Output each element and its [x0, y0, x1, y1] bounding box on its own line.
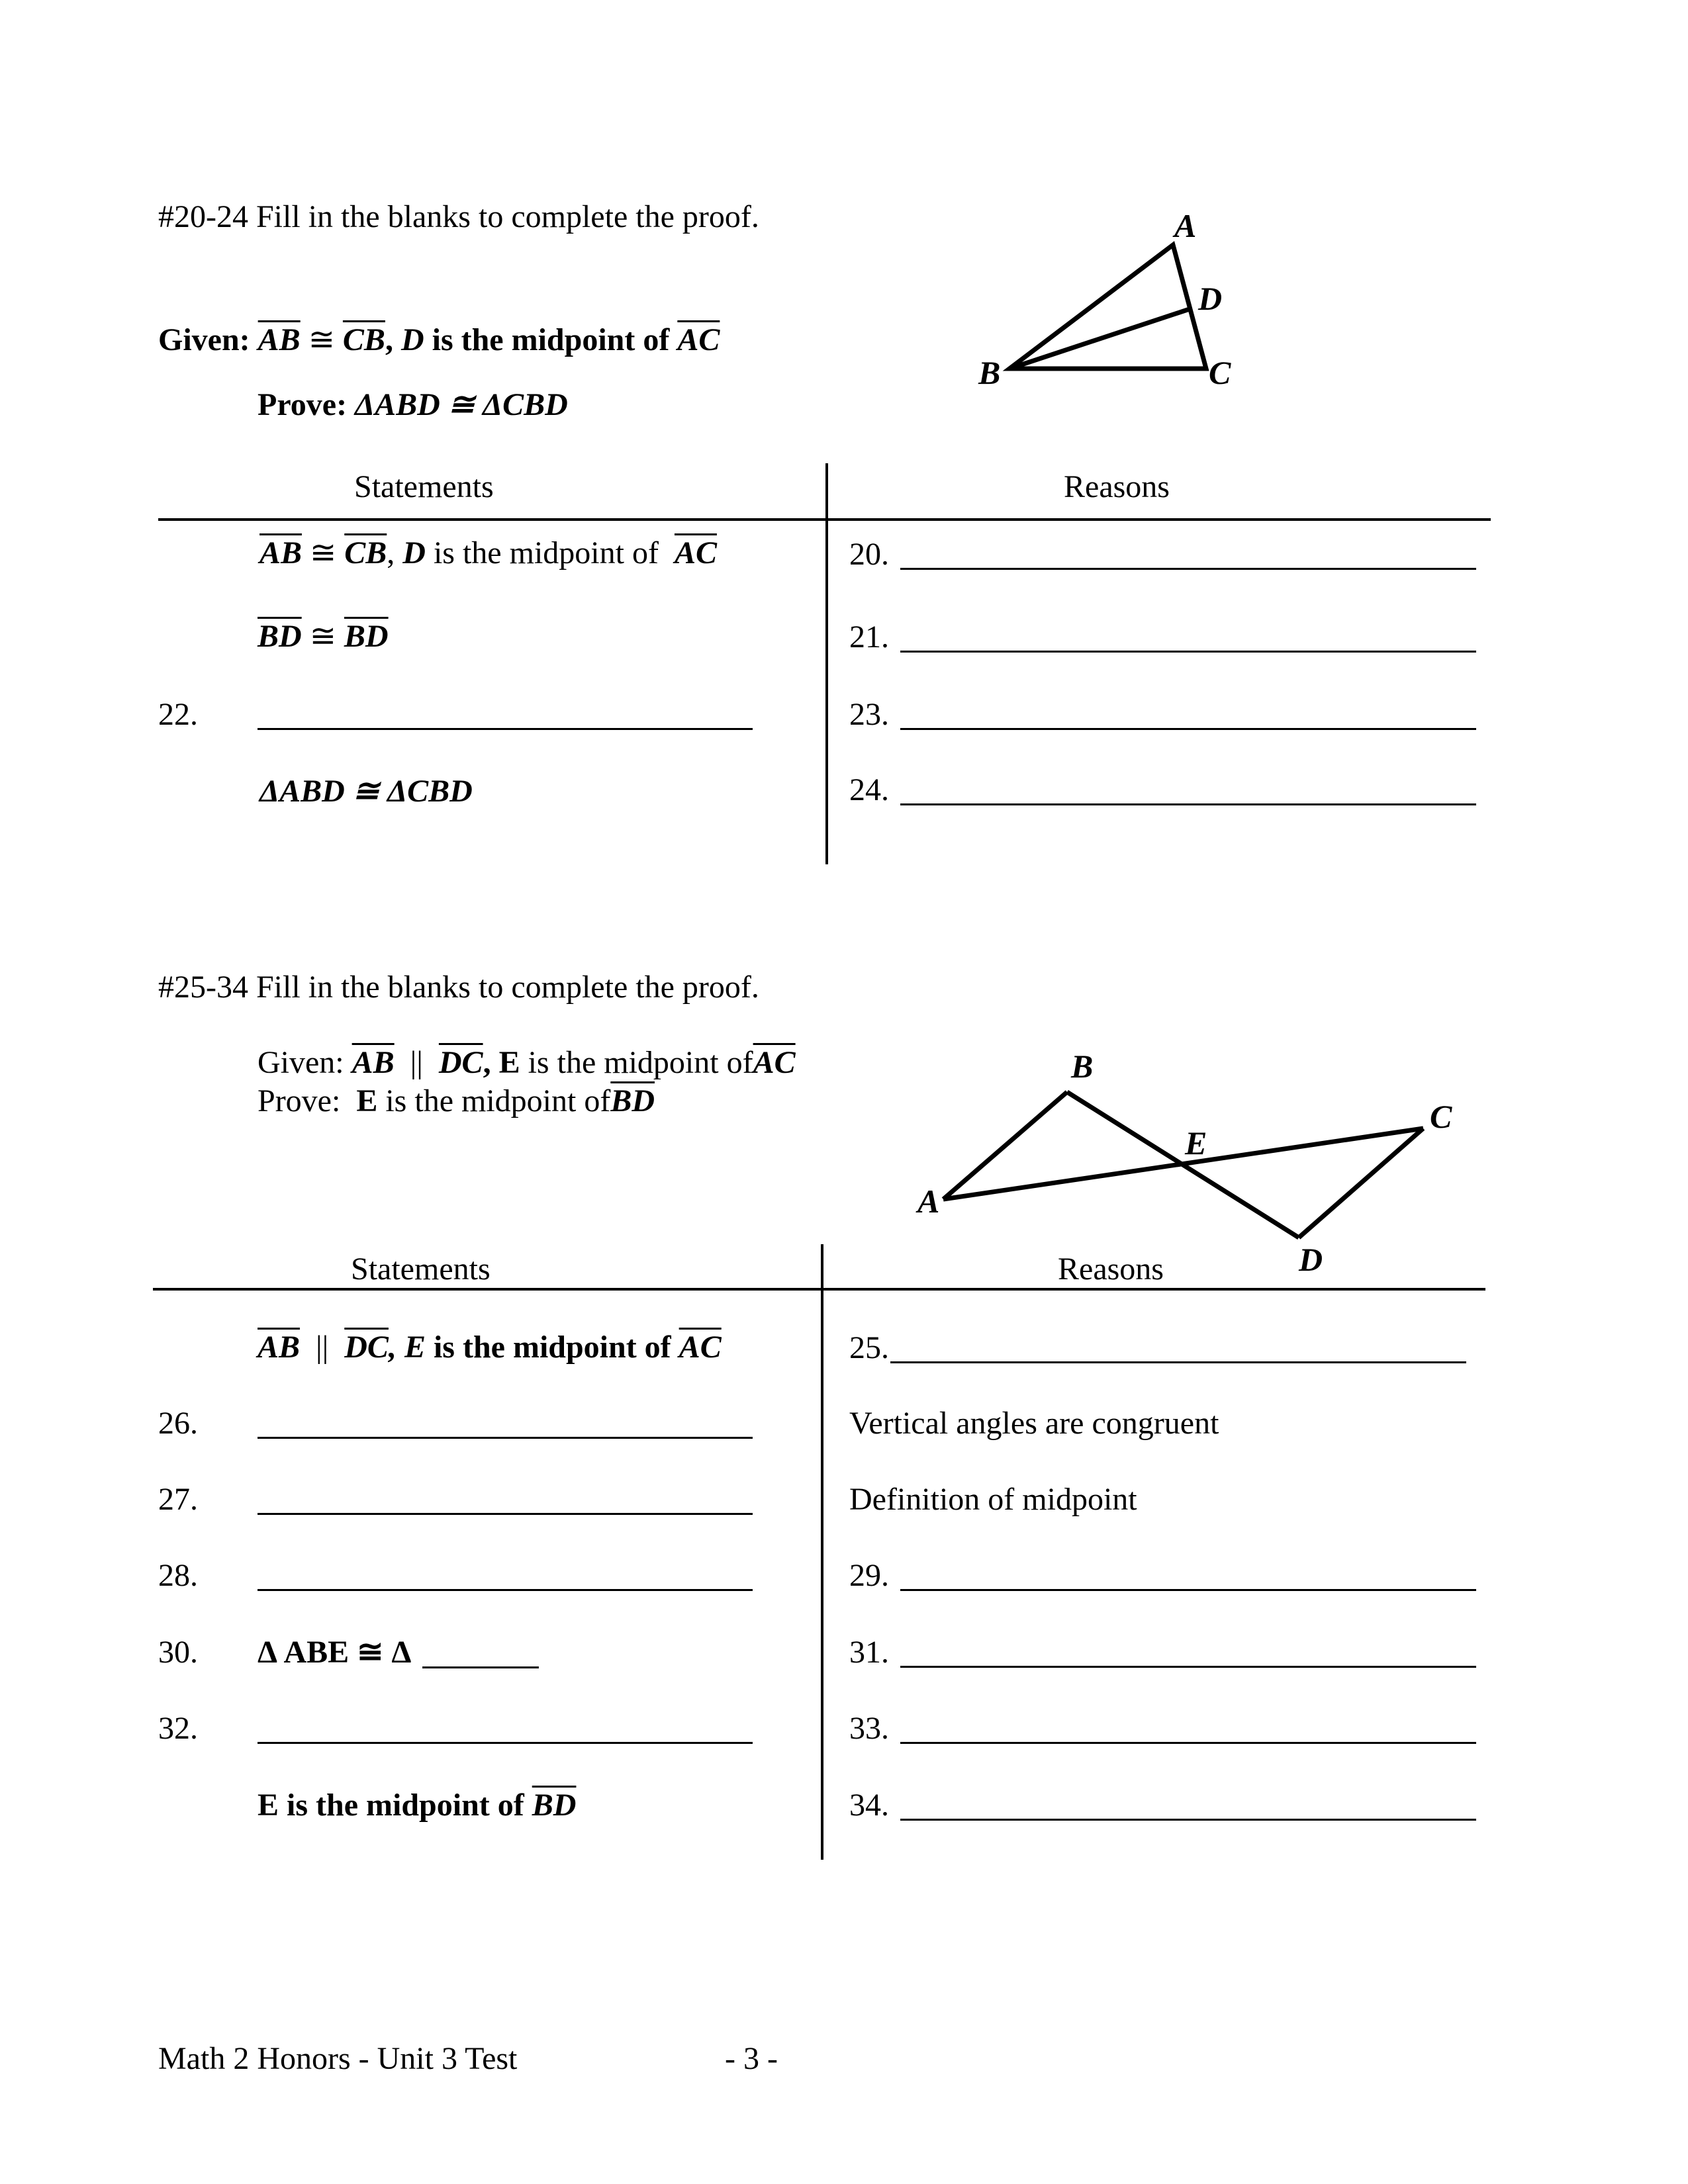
statement-26-blank[interactable]	[258, 1437, 753, 1439]
reason-number-23: 23.	[849, 697, 889, 732]
prove-point-e: E	[356, 1083, 378, 1118]
label-b: B	[1071, 1048, 1094, 1085]
given-label: Given:	[258, 1045, 352, 1080]
footer-page-number: - 3 -	[725, 2041, 778, 2076]
segment-bd: $\overline{BD}$	[532, 1788, 577, 1823]
given-segment-ab: $\overline{AB}$	[258, 322, 301, 357]
given-point-e: , E	[483, 1045, 520, 1080]
reason-number-31: 31.	[849, 1635, 889, 1670]
statements-header-1: Statements	[354, 469, 494, 504]
statement-number-27: 27.	[158, 1482, 198, 1517]
footer-course: Math 2 Honors - Unit 3 Test	[158, 2041, 518, 2076]
prove-label: Prove:	[258, 387, 348, 422]
label-c: C	[1209, 354, 1231, 391]
table2-divider	[821, 1244, 823, 1860]
point-d: D	[402, 535, 426, 570]
reason-number-33: 33.	[849, 1711, 889, 1746]
label-a: A	[917, 1183, 940, 1220]
reasons-header-2: Reasons	[1058, 1251, 1164, 1287]
table2-row1-statement	[258, 1332, 722, 1363]
given-segment-ac: $\overline{AC}$	[753, 1045, 796, 1080]
midpoint-text: is the midpoint of	[425, 535, 667, 570]
congruent-symbol: ≅	[300, 322, 343, 357]
statement-30-blank[interactable]	[422, 1666, 539, 1668]
reason-number-21: 21.	[849, 619, 889, 655]
reason-25-blank[interactable]	[890, 1361, 1466, 1363]
reason-number-24: 24.	[849, 772, 889, 807]
given-label: Given:	[158, 322, 250, 357]
statement-number-30: 30.	[158, 1635, 198, 1670]
prove-statement: ΔABD ≅ ΔCBD	[355, 387, 568, 422]
congruent-symbol: ≅	[301, 619, 344, 654]
segment-ab: $\overline{AB}$	[259, 535, 303, 570]
statement-number-28: 28.	[158, 1558, 198, 1593]
reason-33-blank[interactable]	[900, 1742, 1476, 1744]
prove-segment-bd: $\overline{BD}$	[610, 1083, 655, 1118]
given-comma: ,	[385, 322, 393, 357]
segment-bd: $\overline{BD}$	[344, 619, 389, 654]
label-a: A	[1174, 207, 1197, 244]
reason-number-29: 29.	[849, 1558, 889, 1593]
section2-instruction: #25-34 Fill in the blanks to complete the proof.	[158, 970, 759, 1005]
label-c: C	[1430, 1098, 1452, 1135]
given-segment-cb: $\overline{CB}$	[342, 322, 385, 357]
reason-number-20: 20.	[849, 537, 889, 572]
parallel-symbol: ||	[394, 1045, 439, 1080]
section1-instruction: #20-24 Fill in the blanks to complete the proof.	[158, 199, 759, 234]
reason-29-blank[interactable]	[900, 1589, 1476, 1591]
prove-text: is the midpoint of	[377, 1083, 611, 1118]
prove-label: Prove:	[258, 1083, 357, 1118]
label-b: B	[978, 354, 1001, 391]
table2-row7-statement	[258, 1790, 576, 1821]
reason-number-34: 34.	[849, 1788, 889, 1823]
statement-32-blank[interactable]	[258, 1742, 753, 1744]
reason-27-text: Definition of midpoint	[849, 1482, 1137, 1517]
segment-ac: $\overline{AC}$	[679, 1330, 722, 1365]
statement-number-26: 26.	[158, 1406, 198, 1441]
reason-number-25: 25.	[849, 1330, 889, 1365]
segment-cb: $\overline{CB}$	[344, 535, 387, 570]
table2-header-rule	[153, 1288, 1485, 1291]
reason-26-text: Vertical angles are congruent	[849, 1406, 1219, 1441]
segment-bd: $\overline{BD}$	[258, 619, 302, 654]
segment-ac: $\overline{AC}$	[674, 535, 717, 570]
given-segment-ab: $\overline{AB}$	[352, 1045, 395, 1080]
given-point-d: D	[393, 322, 424, 357]
segment-dc: $\overline{DC}$	[344, 1330, 389, 1365]
final-statement-text: E is the midpoint of	[258, 1788, 532, 1823]
statement-number-22: 22.	[158, 697, 198, 732]
table1-row4-statement: ΔABD ≅ ΔCBD	[259, 774, 473, 809]
statements-header-2: Statements	[351, 1251, 491, 1287]
reason-34-blank[interactable]	[900, 1819, 1476, 1821]
point-e: , E	[388, 1330, 426, 1365]
comma: ,	[387, 535, 403, 570]
statement-30-text: Δ ABE ≅ Δ	[258, 1635, 418, 1670]
label-d: D	[1299, 1241, 1323, 1278]
reasons-header-1: Reasons	[1064, 469, 1170, 504]
parallel-symbol: ||	[300, 1330, 345, 1365]
label-d: D	[1198, 280, 1223, 317]
statement-28-blank[interactable]	[258, 1589, 753, 1591]
given-text: is the midpoint of	[424, 322, 670, 357]
reason-31-blank[interactable]	[900, 1666, 1476, 1668]
given-segment-dc: $\overline{DC}$	[438, 1045, 483, 1080]
segment-ab: $\overline{AB}$	[258, 1330, 301, 1365]
given-segment-ac: $\overline{AC}$	[677, 322, 720, 357]
label-e: E	[1185, 1124, 1207, 1161]
given-text: is the midpoint of	[520, 1045, 753, 1080]
midpoint-text: is the midpoint of	[425, 1330, 679, 1365]
statement-27-blank[interactable]	[258, 1513, 753, 1515]
congruent-symbol: ≅	[302, 535, 345, 570]
statement-number-32: 32.	[158, 1711, 198, 1746]
